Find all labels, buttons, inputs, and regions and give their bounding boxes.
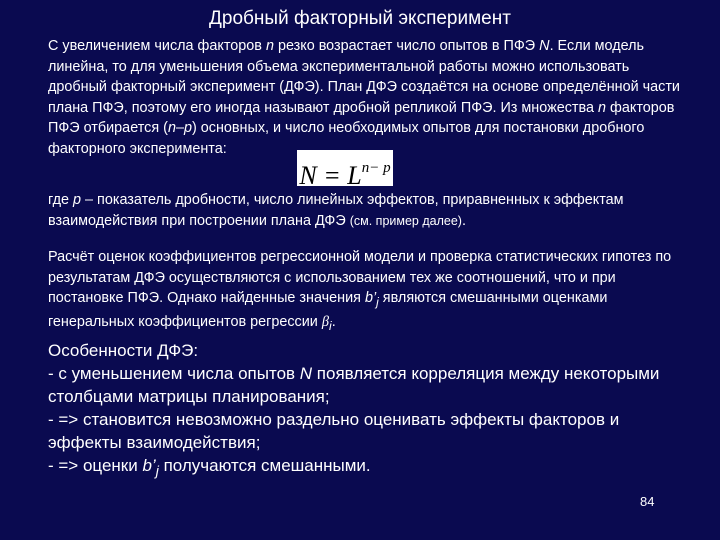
var-N: N xyxy=(299,364,313,383)
feature-item xyxy=(48,454,688,483)
features-heading: Особенности ДФЭ: xyxy=(48,341,199,360)
var-b: b’ xyxy=(142,456,156,475)
var-n: n xyxy=(598,99,607,116)
intro-paragraph xyxy=(48,36,688,159)
text: резко возрастает число опытов в ПФЭ xyxy=(273,38,540,54)
var-N: N xyxy=(539,38,550,54)
text: - с уменьшением числа опытов xyxy=(48,364,300,383)
text: - => оценки xyxy=(48,456,143,475)
var-b-subscript: j xyxy=(376,294,379,309)
features-list xyxy=(48,339,688,483)
formula-base: N = L xyxy=(299,161,362,190)
text: являются смешанными оценками генеральных коэффициентов регрессии xyxy=(48,290,608,331)
text: С увеличением числа факторов xyxy=(48,38,266,54)
text: ) основных, и число необходимых опытов для постановки дробного факторного эксперимента: xyxy=(48,120,645,157)
var-beta: β xyxy=(321,314,330,331)
estimation-paragraph xyxy=(48,247,688,337)
var-beta-subscript: i xyxy=(329,319,332,334)
var-n-minus-p: n–p xyxy=(167,120,192,136)
var-p: p xyxy=(73,192,82,208)
text: . xyxy=(461,212,466,229)
text: . Если модель линейна, то для уменьшения объема экспериментальной работы можно использовать дробный факторный эксперимент (ДФЭ). План ДФЭ создаётся на основе определённой части плана ПФЭ, поэтому его иногда называют дробной репликой ПФЭ. Из множества xyxy=(48,38,680,116)
see-example-note: (см. пример далее) xyxy=(349,213,462,228)
text: факторов ПФЭ отбирается ( xyxy=(48,99,675,136)
feature-item: - => становится невозможно раздельно оценивать эффекты факторов и эффекты взаимодействия; xyxy=(48,410,620,452)
var-b: b’ xyxy=(364,290,377,306)
formula-box xyxy=(297,150,393,190)
text: . xyxy=(331,314,336,331)
text: – показатель дробности, число линейных эффектов, приравненных к эффектам взаимодействия при построении плана ДФЭ xyxy=(48,192,624,229)
slide-title: Дробный факторный эксперимент xyxy=(209,8,511,29)
feature-item xyxy=(48,362,688,408)
var-b-subscript: j xyxy=(155,463,159,480)
var-n: n xyxy=(265,38,274,54)
text: Расчёт оценок коэффициентов регрессионной модели и проверка статистических гипотез по результатам ДФЭ осуществляются с использованием тех же соотношений, что и при постановке ПФЭ. Однако найденные значения xyxy=(48,249,672,306)
text: где xyxy=(48,192,74,208)
page-number: 84 xyxy=(640,494,655,509)
formula-exponent: n− p xyxy=(361,160,391,176)
text: получаются смешанными. xyxy=(158,456,371,475)
formula-explanation xyxy=(48,190,688,231)
text: появляется корреляция между некоторыми столбцами матрицы планирования; xyxy=(48,364,660,406)
